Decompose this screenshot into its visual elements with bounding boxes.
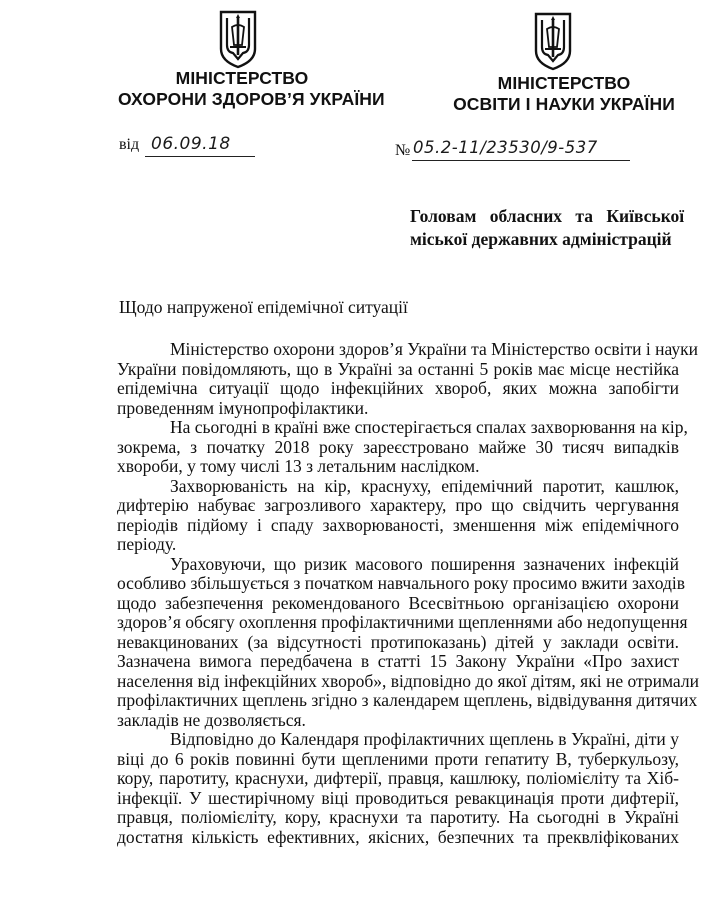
body-line: здоров’я обсягу охоплення профілактичними щепленнями або недопущення — [117, 612, 688, 632]
body-line: дифтерію набуває загрозливого характеру, про що свідчить чергування — [117, 495, 679, 515]
body-line: періодів підйому і спаду захворюваності, зменшення між епідемічного — [117, 514, 679, 535]
body-line: Захворюваність на кір, краснуху, епідемічний паротит, кашлюк, — [170, 475, 679, 496]
body-line: профілактичних щеплень згідно з календарем щеплень, відвідування дитячих — [117, 690, 698, 710]
body-paragraph — [117, 553, 699, 731]
body-paragraph — [117, 477, 679, 555]
body-line: населення від інфекційних хвороб», відповідно до якої дітям, які не отримали — [117, 670, 699, 691]
letter-subject: Щодо напруженої епідемічної ситуації — [119, 297, 408, 317]
body-line: закладів не дозволяється. — [117, 709, 306, 730]
body-line: На сьогодні в країні вже спостерігається спалах захворювання на кір, — [170, 417, 688, 437]
coat-of-arms-left-icon — [218, 9, 258, 69]
number-label: № — [395, 142, 411, 159]
body-paragraph — [117, 339, 698, 418]
body-line: Відповідно до Календаря профілактичних щеплень в Україні, діти у — [170, 729, 679, 749]
body-line: Ураховуючи, що ризик масового поширення зазначених інфекцій — [170, 553, 679, 574]
left-ministry-title — [118, 68, 385, 110]
body-line: невакцинованих (за відсутності протипоказань) дітей у заклади освіти. — [117, 631, 679, 652]
addressee-block — [410, 205, 685, 251]
body-paragraph — [117, 730, 679, 847]
left-ministry-line2: ОХОРОНИ ЗДОРОВ’Я УКРАЇНИ — [118, 89, 385, 109]
body-line: епідемічна ситуації щодо інфекційних хвороб, яких можна запобігти — [117, 378, 679, 398]
body-line: особливо збільшується з початком навчального року просимо вжити заходів — [117, 573, 685, 593]
body-line: інфекції. У шестирічному віці проводиться ревакцинація проти дифтерії, — [117, 787, 679, 808]
body-line: щодо забезпечення рекомендованого Всесвітньою організацією охорони — [117, 592, 679, 613]
coat-of-arms-right-icon — [533, 11, 573, 71]
body-line: достатня кількість ефективних, якісних, безпечних та преквліфікованих — [117, 826, 679, 847]
letter-body — [117, 339, 699, 847]
body-paragraph — [117, 417, 688, 477]
body-line: України повідомляють, що в Україні за останні 5 років має місце нестійка — [117, 358, 679, 379]
left-ministry-line1: МІНІСТЕРСТВО — [175, 68, 309, 88]
body-line: зокрема, з початку 2018 року зареєстровано майже 30 тисяч випадків — [117, 436, 679, 457]
body-line: віці до 6 років повинні бути щепленими проти гепатиту В, туберкульозу, — [117, 748, 679, 769]
number-underline — [412, 160, 630, 161]
date-label: від — [119, 136, 140, 153]
body-line: кору, паротиту, краснухи, дифтерії, правця, кашлюку, поліомієліту та Хіб- — [117, 768, 679, 788]
body-line: хвороби, у тому числі 13 з летальним наслідком. — [117, 456, 480, 476]
addressee-line1: Головам обласних та Київської — [410, 206, 685, 226]
right-ministry-line1: МІНІСТЕРСТВО — [497, 73, 631, 93]
date-underline — [145, 156, 255, 157]
date-value: 06.09.18 — [151, 134, 231, 154]
addressee-line2: міської державних адміністрацій — [410, 229, 672, 249]
body-line: проведенням імунопрофілактики. — [117, 397, 369, 418]
body-line: Зазначена вимога передбачена в статті 15 Закону України «Про захист — [117, 651, 679, 671]
body-line: Міністерство охорони здоров’я України та Міністерство освіти і науки — [170, 339, 698, 359]
body-line: періоду. — [117, 534, 177, 554]
number-value: 05.2-11/23530/9-537 — [413, 138, 598, 157]
right-ministry-title — [445, 73, 683, 115]
body-line: правця, поліомієліту, кору, краснухи та паротиту. На сьогодні в Україні — [117, 807, 679, 827]
right-ministry-line2: ОСВІТИ І НАУКИ УКРАЇНИ — [453, 94, 675, 114]
